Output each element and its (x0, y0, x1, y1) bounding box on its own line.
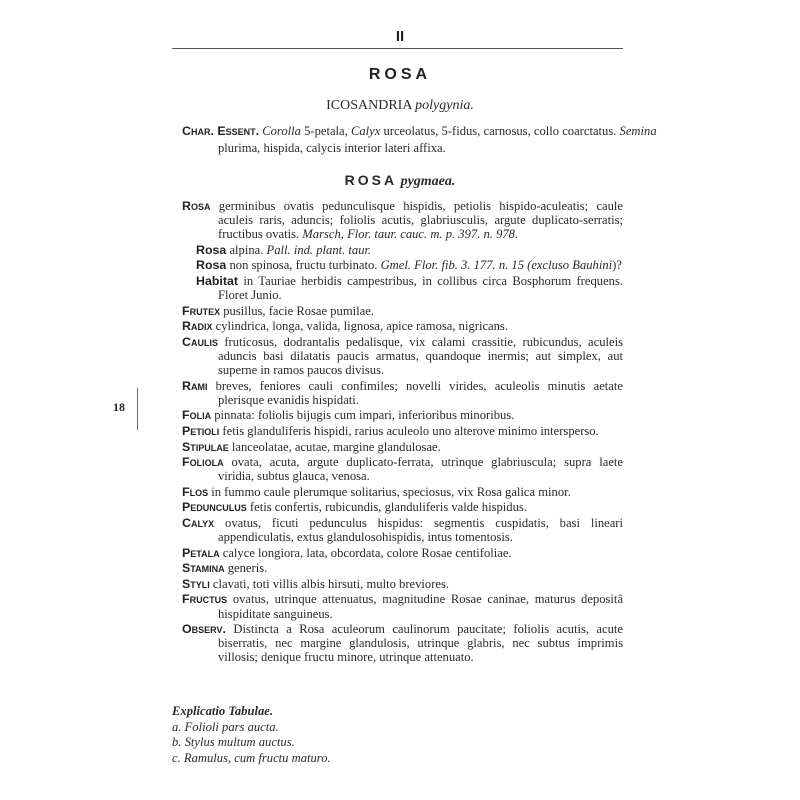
text-run: clavati, toti villis albis hirsuti, multo breviores. (212, 576, 450, 591)
description-entry (182, 243, 623, 257)
classis-name: ICOSANDRIA (326, 98, 412, 113)
text-run: fetis glanduliferis hispidi, rarius aculeolo uno alterove minimo intersperso. (222, 423, 599, 438)
entry-label: Frutex (182, 303, 221, 318)
entry-label: Stamina (182, 561, 225, 576)
description-entry (182, 577, 623, 591)
text-run: fruticosus, dodrantalis pedalisque, vix calami crassitie, rubicundus, aculeis aduncis basi dilatatis paucis armatus, quandoque inermis; aut simplex, aut superne in ramos paucos divisus. (218, 334, 623, 378)
entry-label: Foliola (182, 455, 224, 470)
text-run: Semina (619, 124, 657, 138)
entry-label: Caulis (182, 334, 218, 349)
description-entry (182, 546, 623, 560)
description-entry (182, 424, 623, 438)
entry-label: Petala (182, 545, 220, 560)
text-run: ovatus, utrinque attenuatus, magnitudine Rosae caninae, maturus depositâ hispiditate sanguineus. (218, 592, 623, 621)
entry-label: Radix (182, 319, 213, 334)
description-entry (182, 379, 623, 407)
entry-label: Folia (182, 408, 212, 423)
species-genus: ROSA (344, 172, 398, 188)
text-run: alpina. (229, 242, 267, 257)
explicatio-item: b. Stylus multum auctus. (172, 735, 295, 749)
explicatio-tabulae (172, 704, 331, 766)
text-run: pusillus, facie Rosae pumilae. (223, 303, 374, 318)
text-run: ovatus, ficuti pedunculus hispidus: segmentis cuspidatis, basi lineari appendiculatis, extus glandulosohispidis, intus tomentosis. (218, 515, 623, 545)
species-epithet: pygmaea. (400, 174, 456, 189)
entry-label: Rami (182, 378, 208, 393)
text-run: calyce longiora, lata, obcordata, colore Rosae centifoliae. (222, 545, 512, 560)
description-entry (182, 304, 623, 318)
explicatio-title: Explicatio Tabulae. (172, 704, 273, 718)
description-entry (182, 319, 623, 333)
description-entry (182, 500, 623, 514)
text-run: germinibus ovatis pedunculisque hispidis, petiolis hispido-aculeatis; caule aculeis raris, aduncis; foliolis acutis, glabriusculis, argute duplicato-serratis; fructibus ovatis. (218, 199, 623, 242)
entry-label: Petioli (182, 423, 220, 438)
explicatio-item: c. Ramulus, cum fructu maturo. (172, 750, 331, 765)
description-entry (182, 485, 623, 499)
text-run: Distincta a Rosa aculeorum caulinorum paucitate; foliolis acutis, acute biserratis, nec margine glandulosis, utrinque glabris, nec subtus imprimis villosis; denique fructu minore, utrinque attenuato. (218, 622, 623, 665)
text-run: Pall. ind. plant. taur. (266, 242, 372, 257)
text-run: cylindrica, longa, valida, lignosa, apice ramosa, nigricans. (215, 319, 508, 334)
description-entry (182, 622, 623, 664)
entry-label: Pedunculus (182, 500, 247, 515)
text-run: Marsch, Flor. taur. cauc. m. p. 397. n. 978. (302, 227, 519, 242)
text-run: Corolla (262, 124, 301, 138)
entry-label: Flos (182, 484, 209, 499)
genus-title: ROSA (368, 66, 432, 83)
text-run: breves, feniores cauli confimiles; novelli virides, aculeolis minutis aetate plerisque evanidis hispidati. (215, 378, 623, 407)
description-entry (182, 455, 623, 483)
header-rule (172, 48, 623, 49)
entry-label: Stipulae (182, 439, 229, 454)
char-essent-label: Char. Essent. (182, 124, 260, 138)
text-run: 5-petala, (300, 124, 351, 138)
text-run: lanceolatae, acutae, margine glandulosae. (231, 439, 441, 454)
classis-order: polygynia. (415, 98, 474, 113)
text-run: in Tauriae herbidis campestribus, in collibus circa Bosphorum frequens. Floret Junio. (218, 273, 623, 303)
entry-label: Habitat (196, 273, 238, 288)
description-entry (182, 274, 623, 302)
text-run: Gmel. Flor. fib. 3. 177. n. 15 (excluso Bauhini (380, 258, 613, 273)
entry-label: Calyx (182, 515, 215, 530)
text-run: plurima, hispida, calycis interior lateri affixa. (218, 141, 446, 155)
description-entry (182, 516, 623, 544)
entry-label: Observ. (182, 622, 226, 637)
text-run: generis. (227, 561, 268, 576)
description-entry (182, 335, 623, 377)
entry-label: Rosa (196, 242, 227, 257)
text-run: ovata, acuta, argute duplicato-ferrata, utrinque glabriuscula; supra laete viridia, subtus glauca, venosa. (218, 455, 623, 484)
entry-label: Rosa (182, 199, 211, 213)
running-head: II (395, 28, 405, 45)
text-run: pinnata: foliolis bijugis cum impari, inferioribus minoribus. (214, 408, 515, 423)
margin-page-number: 18 (113, 400, 125, 414)
text-run: )? (612, 258, 622, 273)
description-entry (182, 592, 623, 620)
text-run: urceolatus, 5-fidus, carnosus, collo coarctatus. (380, 124, 620, 138)
description-entry (182, 408, 623, 422)
explicatio-item: a. Folioli pars aucta. (172, 719, 279, 734)
margin-rule (137, 388, 138, 430)
text-run: non spinosa, fructu turbinato. (229, 258, 381, 273)
entry-label: Fructus (182, 592, 228, 607)
char-essent (182, 123, 658, 157)
description-entry (182, 258, 623, 272)
description-entries (182, 199, 623, 666)
species-title (0, 172, 800, 190)
description-entry (182, 561, 623, 575)
description-entry (182, 440, 623, 454)
entry-label: Styli (182, 576, 210, 591)
text-run: in fummo caule plerumque solitarius, speciosus, vix Rosa galica minor. (211, 484, 571, 499)
entry-label: Rosa (196, 258, 227, 273)
description-entry (182, 199, 623, 241)
text-run: fetis confertis, rubicundis, glanduliferis valde hispidus. (249, 500, 527, 515)
classis-line (0, 98, 800, 114)
text-run: Calyx (350, 124, 381, 138)
